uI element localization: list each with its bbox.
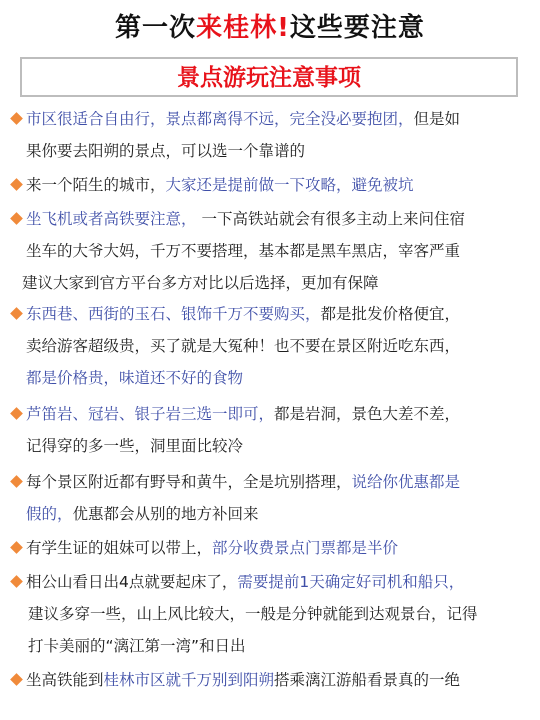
body-text: 但是如 (413, 110, 461, 128)
highlight-text: 说给你优惠都是 (351, 473, 461, 491)
highlight-text: 大家还是提前做一下攻略，避免被坑 (165, 176, 414, 194)
body-text: 记得穿的多一些，洞里面比较冷 (26, 437, 244, 455)
body-text: 打卡美丽的“漓江第一湾”和日出 (28, 637, 246, 655)
tip-line (26, 333, 460, 359)
bullet-diamond-icon (10, 475, 23, 488)
body-text: 果你要去阳朔的景点，可以选一个靠谱的 (26, 142, 306, 160)
bullet-diamond-icon (10, 178, 23, 191)
tip-line (26, 206, 465, 232)
bullet-diamond-icon (10, 307, 23, 320)
tip-line (28, 601, 478, 627)
body-text: 优惠都会从别的地方补回来 (72, 505, 259, 523)
tip-line (26, 469, 460, 495)
body-text: 卖给游客超级贵，买了就是大冤种！也不要在景区附近吃东西， (26, 337, 461, 355)
body-text: 一下高铁站就会有很多主动上来问住宿 (196, 210, 465, 228)
highlight-text: 部分收费景点门票都是半价 (212, 539, 399, 557)
body-text: 都是批发价格便宜， (320, 305, 461, 323)
tip-line (26, 535, 398, 561)
highlight-text: 市区很适合自由行，景点都离得不远，完全没必要抱团， (26, 110, 414, 128)
highlight-text: 坐飞机或者高铁要注意， (26, 210, 197, 228)
bullet-diamond-icon (10, 212, 23, 225)
tip-line (26, 501, 259, 527)
title-part2: 这些要注意 (289, 13, 425, 43)
body-text: 搭乘漓江游船看景真的一绝 (274, 671, 461, 689)
body-text: 坐车的大爷大妈，千万不要搭理，基本都是黑车黑店，宰客严重 (26, 242, 461, 260)
tip-line (26, 433, 243, 459)
bullet-diamond-icon (10, 575, 23, 588)
tip-line (26, 138, 305, 164)
body-text: 有学生证的姐妹可以带上， (26, 539, 213, 557)
tip-line (26, 301, 460, 327)
tip-line (26, 401, 460, 427)
tip-line (26, 106, 460, 132)
tip-line (28, 633, 246, 659)
highlight-text: 芦笛岩、冠岩、银子岩三选一即可， (26, 405, 275, 423)
page-title (0, 10, 540, 46)
tip-line (26, 172, 414, 198)
highlight-text: 假的， (26, 505, 73, 523)
title-highlight: 来桂林! (196, 13, 290, 43)
bullet-diamond-icon (10, 407, 23, 420)
highlight-text: 需要提前1天确定好司机和船只， (237, 573, 465, 591)
bullet-diamond-icon (10, 112, 23, 125)
tip-line (26, 667, 460, 693)
highlight-text: 东西巷、西街的玉石、银饰千万不要购买， (26, 305, 321, 323)
tip-line (26, 238, 460, 264)
body-text: 相公山看日出4点就要起床了， (26, 573, 238, 591)
tip-line (22, 270, 379, 296)
body-text: 坐高铁能到 (26, 671, 104, 689)
highlight-text: 都是价格贵，味道还不好的食物 (26, 369, 244, 387)
body-text: 建议多穿一些，山上风比较大，一般是分钟就能到达观景台，记得 (28, 605, 478, 623)
highlight-text: 桂林市区就千万别到阳朔 (103, 671, 275, 689)
bullet-diamond-icon (10, 673, 23, 686)
bullet-diamond-icon (10, 541, 23, 554)
tip-line (26, 569, 464, 595)
tip-line (26, 365, 243, 391)
title-part1: 第一次 (115, 13, 197, 43)
body-text: 都是岩洞，景色大差不差， (274, 405, 461, 423)
body-text: 建议大家到官方平台多方对比以后选择，更加有保障 (22, 274, 379, 292)
section-banner: 景点游玩注意事项 (20, 57, 518, 97)
body-text: 来一个陌生的城市， (26, 176, 166, 194)
body-text: 每个景区附近都有野导和黄牛，全是坑别搭理， (26, 473, 352, 491)
